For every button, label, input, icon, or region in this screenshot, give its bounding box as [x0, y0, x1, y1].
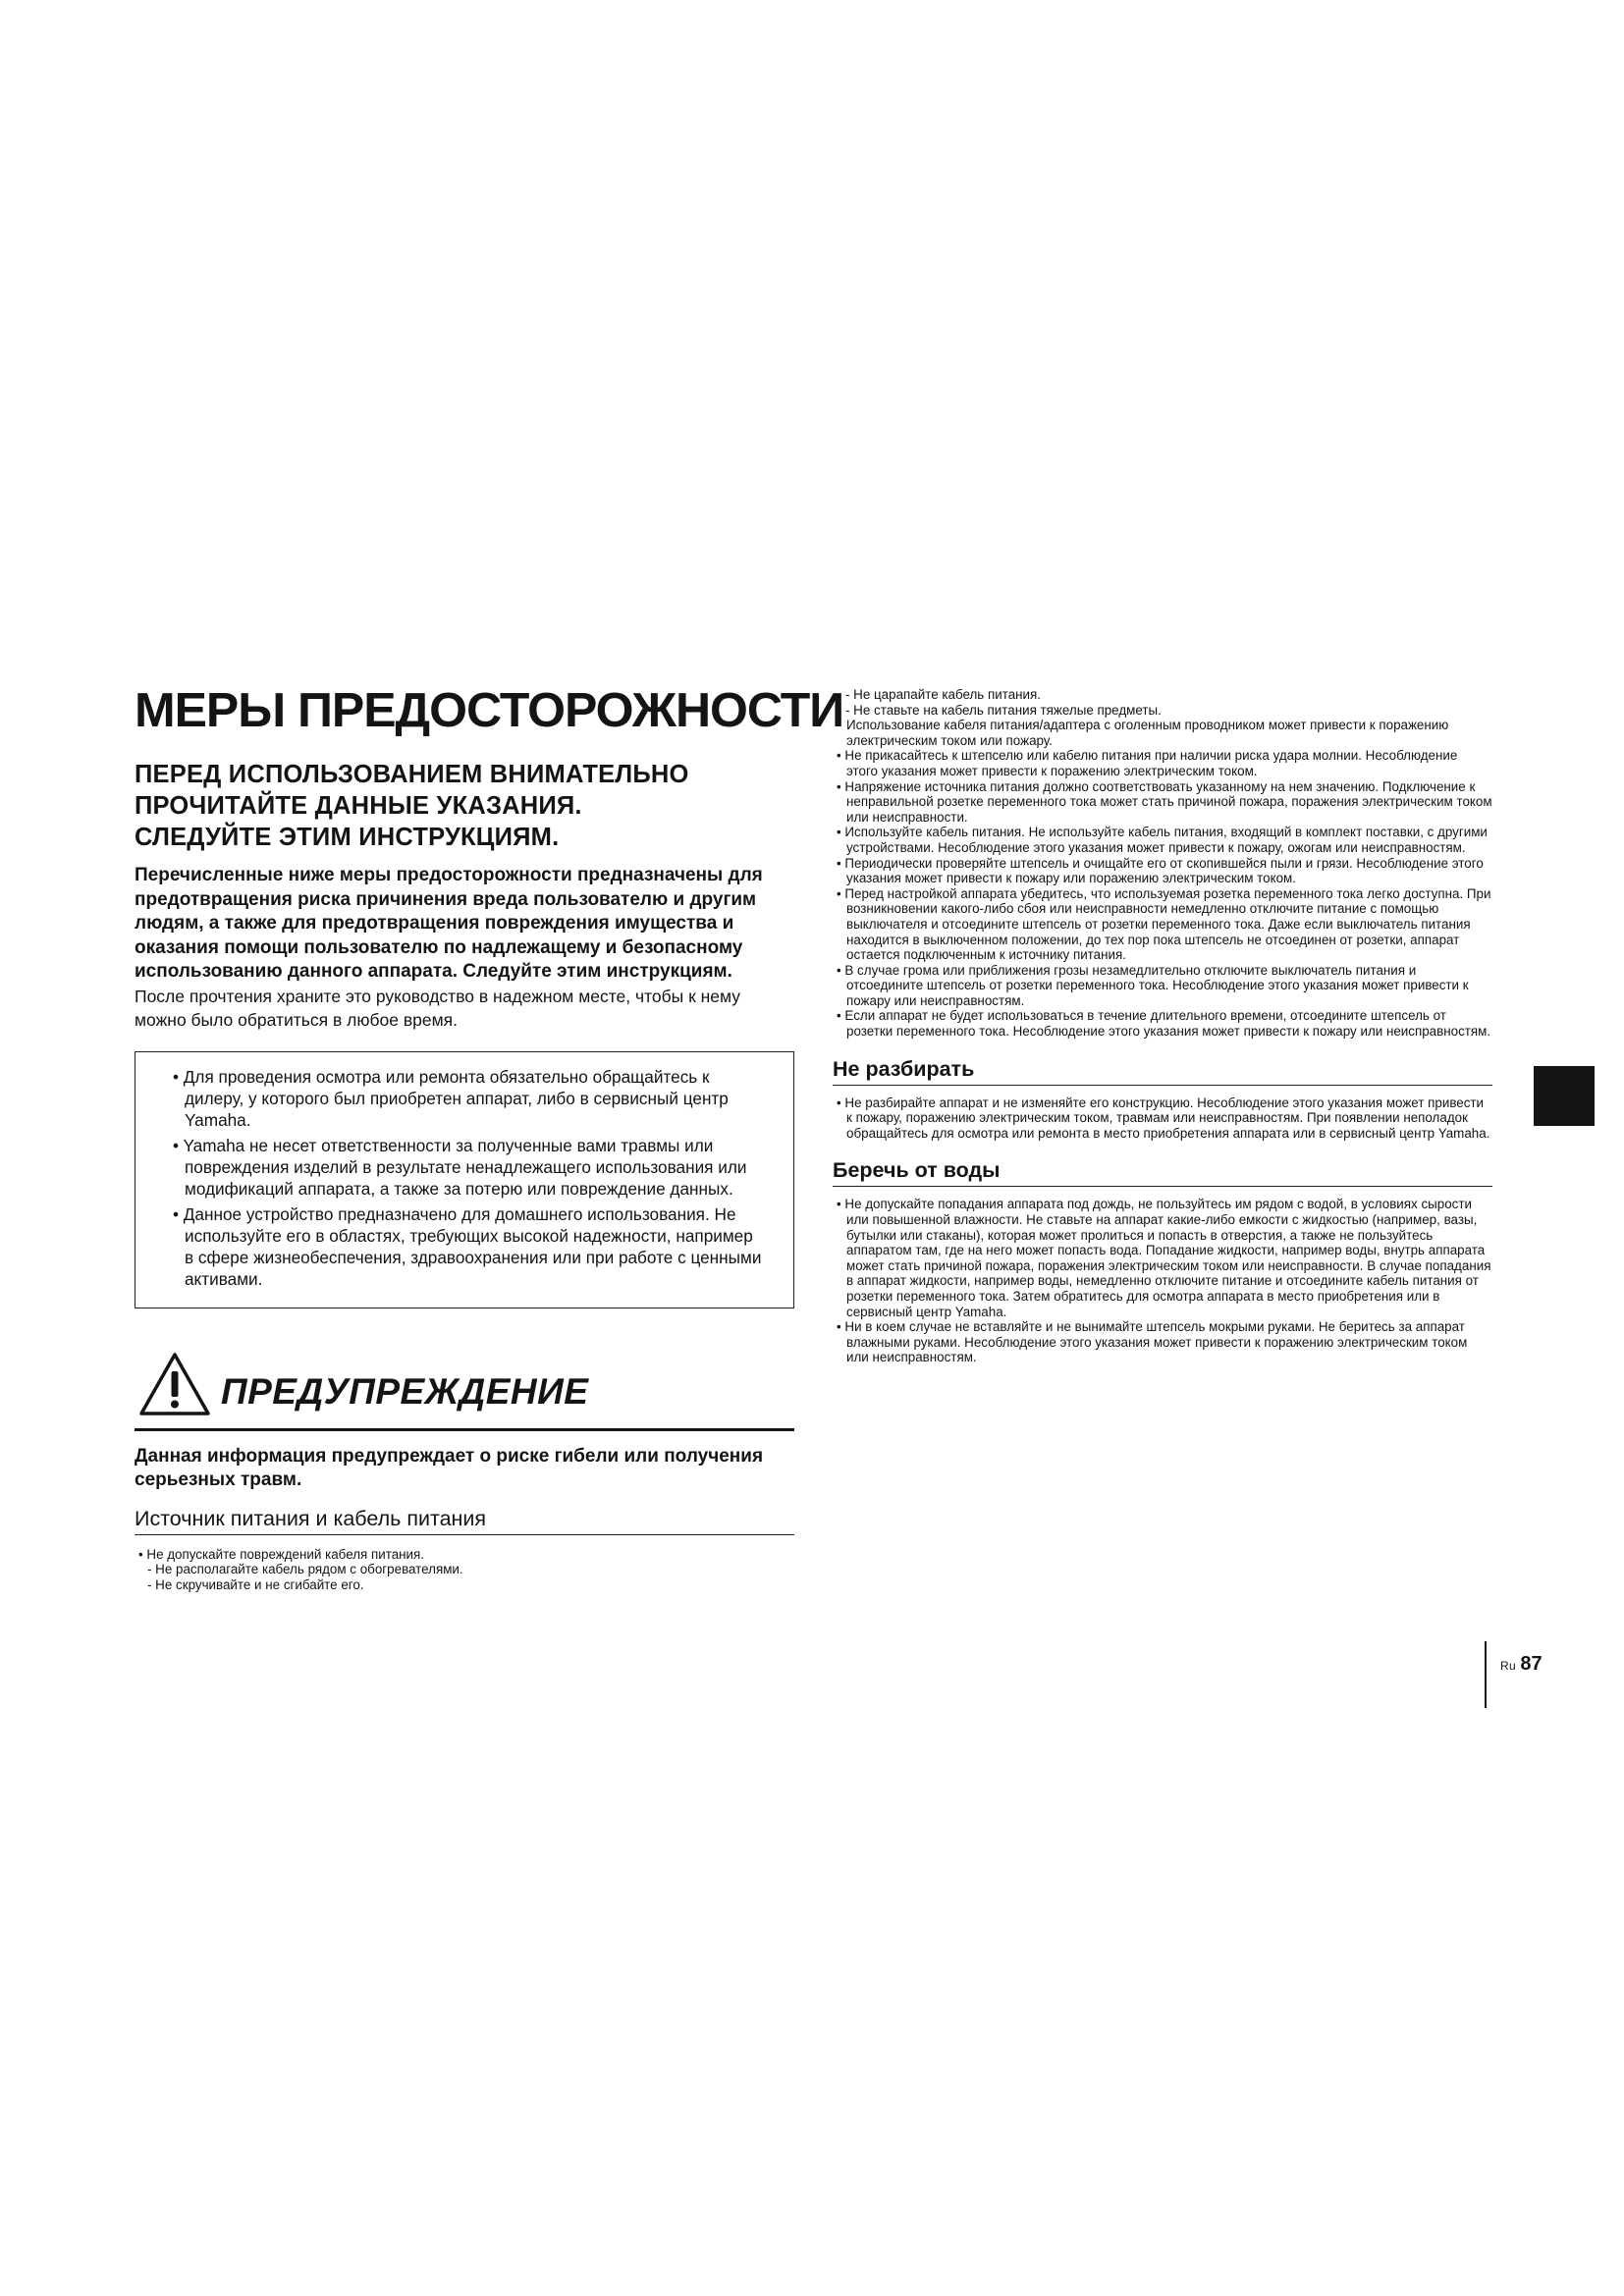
power-section-heading: Источник питания и кабель питания — [135, 1505, 794, 1535]
power-list-right — [833, 687, 1492, 1040]
water-section-heading: Беречь от воды — [833, 1156, 1492, 1187]
right-column — [833, 687, 1492, 1365]
page-number-value: 87 — [1520, 1653, 1543, 1675]
list-item: • Не допускайте повреждений кабеля питания. — [138, 1546, 424, 1562]
notice-item: • Yamaha не несет ответственности за полученные вами травмы или повреждения изделий в результате ненадлежащего использования или модификаций аппарата, а также за потерю или повреждение данных. — [173, 1135, 747, 1199]
intro-bold-paragraph: Перечисленные ниже меры предосторожности предназначены для предотвращения риска причинения вреда пользователю и другим людям, а также для предотвращения повреждения имущества и оказания помощи пользователю по надлежащему и безопасному использованию данного аппарата. Следуйте этим инструкциям. — [135, 865, 763, 982]
list-item: • Ни в коем случае не вставляйте и не вынимайте штепсель мокрыми руками. Не беритесь за аппарат влажными руками. Несоблюдение этого указания может привести к поражению электрическим током или неисправностям. — [837, 1319, 1468, 1365]
page-language: Ru — [1500, 1659, 1516, 1673]
read-instructions-heading — [135, 759, 794, 853]
water-list — [833, 1197, 1492, 1365]
disassemble-list — [833, 1095, 1492, 1142]
list-item: - Не царапайте кабель питания. — [845, 687, 1041, 702]
notice-item: • Данное устройство предназначено для домашнего использования. Не используйте его в областях, требующих высокой надежности, например в сфере жизнеобеспечения, здравоохранения или при работе с ценными активами. — [173, 1203, 762, 1289]
list-item: - Не ставьте на кабель питания тяжелые предметы. — [845, 702, 1162, 718]
warning-header — [135, 1348, 794, 1431]
list-item: • В случае грома или приближения грозы незамедлительно отключите выключатель питания и отсоедините штепсель от розетки переменного тока. Несоблюдение этого указания может привести к пожару или неисправностям. — [837, 962, 1469, 1008]
notice-item: • Для проведения осмотра или ремонта обязательно обращайтесь к дилеру, у которого был приобретен аппарат, либо в сервисный центр Yamaha. — [173, 1066, 729, 1130]
list-item: • Перед настройкой аппарата убедитесь, что используемая розетка переменного тока легко доступна. При возникновении какого-либо сбоя или неисправности немедленно отключите питание с помощью выключателя и отсоедините штепсель от розетки переменного тока. Даже если выключатель питания находится в выключенном положении, до тех пор пока штепсель не отсоединен от розетки, аппарат остается подключенным к источнику питания. — [837, 885, 1491, 963]
list-item: • Не допускайте попадания аппарата под дождь, не пользуйтесь им рядом с водой, в условиях сырости или повышенной влажности. Не ставьте на аппарат какие-либо емкости с жидкостью (например, вазы, бутылки или стаканы), которая может пролиться и попасть в отверстия, а также не пользуйтесь аппаратом там, где на него может попасть вода. Попадание жидкости, например воды, внутрь аппарата может стать причиной пожара, поражения электрическим током или неисправности. В случае попадания в аппарат жидкости, например воды, немедленно отключите питание и отсоедините кабель питания от розетки переменного тока. Затем обратитесь для осмотра аппарата в место приобретения или в сервисный центр Yamaha. — [837, 1197, 1491, 1319]
notice-box — [135, 1051, 794, 1308]
power-list-left — [135, 1547, 794, 1593]
list-item: - Не располагайте кабель рядом с обогревателями. — [147, 1562, 463, 1577]
list-item: • Не прикасайтесь к штепселю или кабелю питания при наличии риска удара молнии. Несоблюдение этого указания может привести к поражению электрическим током. — [837, 748, 1458, 778]
page-title: МЕРЫ ПРЕДОСТОРОЖНОСТИ — [135, 684, 844, 737]
intro-paragraph: После прочтения храните это руководство в надежном месте, чтобы к нему можно было обратиться в любое время. — [135, 986, 741, 1030]
section-tab-marker — [1534, 1066, 1595, 1126]
caps-heading-line: ПЕРЕД ИСПОЛЬЗОВАНИЕМ ВНИМАТЕЛЬНО — [135, 761, 689, 788]
left-column — [135, 684, 844, 1592]
list-item: • Используйте кабель питания. Не используйте кабель питания, входящий в комплект поставки, с другими устройствами. Несоблюдение этого указания может привести к пожару, ожогам или неисправностям. — [837, 825, 1488, 855]
caps-heading-line: СЛЕДУЙТЕ ЭТИМ ИНСТРУКЦИЯМ. — [135, 824, 560, 851]
disassemble-section-heading: Не разбирать — [833, 1055, 1492, 1086]
list-item: • Периодически проверяйте штепсель и очищайте его от скопившейся пыли и грязи. Несоблюдение этого указания может привести к пожару или поражению электрическим током. — [837, 855, 1484, 886]
warning-description: Данная информация предупреждает о риске гибели или получения серьезных травм. — [135, 1445, 764, 1490]
page-number — [1500, 1653, 1543, 1676]
page-number-area — [1485, 1641, 1543, 1708]
list-item: Использование кабеля питания/адаптера с оголенным проводником может привести к поражению электрическим током или пожару. — [846, 718, 1449, 748]
warning-triangle-icon — [138, 1352, 211, 1416]
list-item: • Напряжение источника питания должно соответствовать указанному на нем значению. Подключение к неправильной розетке переменного тока может стать причиной пожара, поражения электрическим током или неисправности. — [837, 778, 1492, 825]
list-item: • Если аппарат не будет использоваться в течение длительного времени, отсоедините штепсель от розетки переменного тока. Несоблюдение этого указания может привести к пожару или неисправностям. — [837, 1008, 1491, 1040]
caps-heading-line: ПРОЧИТАЙТЕ ДАННЫЕ УКАЗАНИЯ. — [135, 792, 582, 820]
warning-title: ПРЕДУПРЕЖДЕНИЕ — [221, 1370, 589, 1412]
list-item: • Не разбирайте аппарат и не изменяйте его конструкцию. Несоблюдение этого указания может привести к пожару, поражению электрическим током, травмам или неисправностям. При появлении неполадок обращайтесь для осмотра или ремонта в место приобретения аппарата или в сервисный центр Yamaha. — [837, 1095, 1490, 1141]
list-item: - Не скручивайте и не сгибайте его. — [147, 1576, 364, 1592]
